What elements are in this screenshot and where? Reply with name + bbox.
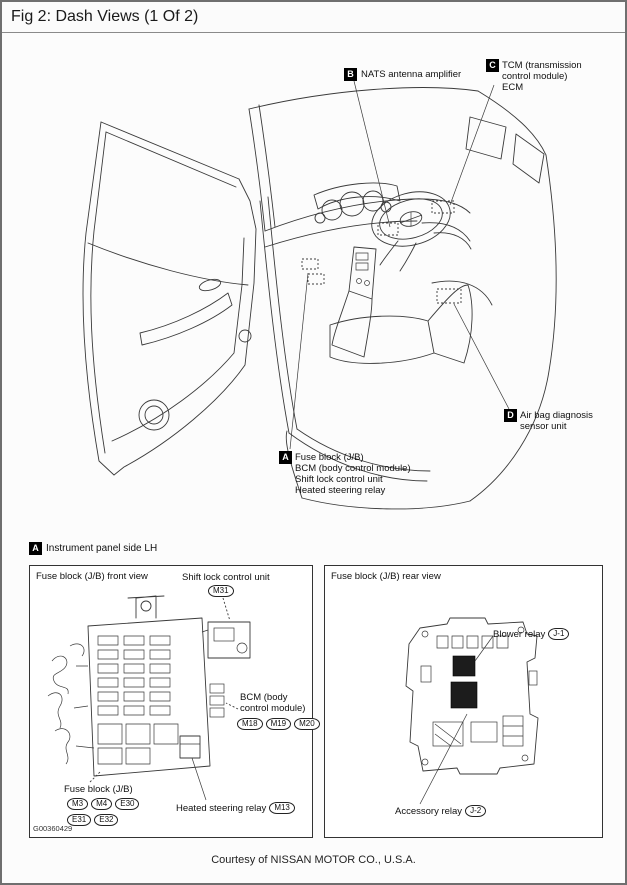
front-view-box <box>29 565 313 838</box>
code-oval: M4 <box>91 798 112 810</box>
callout-marker-c: C <box>486 59 499 72</box>
callout-label-a: Shift lock control unit <box>295 474 383 485</box>
code-oval: M18 <box>237 718 263 730</box>
callout-marker-a: A <box>279 451 292 464</box>
rear-view-title: Fuse block (J/B) rear view <box>331 571 441 582</box>
center-console <box>332 247 376 357</box>
courtesy-credit: Courtesy of NISSAN MOTOR CO., U.S.A. <box>211 854 416 866</box>
callout-marker-b: B <box>344 68 357 81</box>
code-oval: M19 <box>266 718 292 730</box>
bcm-label: control module) <box>240 703 306 714</box>
callout-label-a: Heated steering relay <box>295 485 386 496</box>
heated-steering-relay-shape <box>180 736 200 758</box>
leader-line-c <box>450 85 494 205</box>
fuse-block-codes-row2 <box>67 814 118 826</box>
code-oval: J-1 <box>548 628 569 640</box>
code-oval: J-2 <box>465 805 486 817</box>
shift-lock-code <box>208 585 234 597</box>
code-oval: M31 <box>208 585 234 597</box>
accessory-relay-label <box>395 805 486 817</box>
callout-label-a: BCM (body control module) <box>295 463 411 474</box>
figure-title-bar <box>2 2 625 33</box>
blower-relay-label <box>493 628 569 640</box>
open-door <box>83 122 256 475</box>
wire-harness <box>48 644 94 764</box>
callout-marker-d: D <box>504 409 517 422</box>
bcm-connectors-shape <box>210 684 224 717</box>
leader-line-d <box>454 304 509 409</box>
leader-shift-lock <box>223 598 230 621</box>
callout-label-d: Air bag diagnosis <box>520 410 593 421</box>
callout-label-c: control module) <box>502 71 568 82</box>
shift-lock-unit-shape <box>202 622 250 658</box>
heated-relay-label <box>176 802 295 814</box>
code-oval: E30 <box>115 798 139 810</box>
callout-label-d: sensor unit <box>520 421 567 432</box>
leader-line-a <box>290 273 308 449</box>
front-view-title: Fuse block (J/B) front view <box>36 571 148 582</box>
bcm-label: BCM (body <box>240 692 288 703</box>
callout-label-a: Fuse block (J/B) <box>295 452 364 463</box>
bcm-codes <box>237 718 320 730</box>
blower-relay-shape <box>453 656 475 676</box>
code-oval: M20 <box>294 718 320 730</box>
fuse-block-codes-row1 <box>67 798 139 810</box>
fuse-block-rear-drawing <box>325 566 602 837</box>
heated-relay-text: Heated steering relay <box>176 802 267 814</box>
bcm-location <box>308 274 324 284</box>
leader-bcm <box>226 703 238 709</box>
figure-title: Fig 2: Dash Views (1 Of 2) <box>11 8 199 25</box>
accessory-relay-shape <box>451 682 477 708</box>
leader-fuse-block <box>90 772 100 782</box>
callout-label-c: TCM (transmission <box>502 60 582 71</box>
fuse-block-label: Fuse block (J/B) <box>64 784 133 795</box>
leader-heated-relay <box>192 758 206 800</box>
code-oval: E31 <box>67 814 91 826</box>
rear-view-box <box>324 565 603 838</box>
shift-lock-label: Shift lock control unit <box>182 572 270 583</box>
leader-accessory-relay <box>420 714 467 804</box>
callout-label-b: NATS antenna amplifier <box>361 69 462 80</box>
fuse-block-body <box>88 596 210 776</box>
figure-code: G00360429 <box>33 824 73 833</box>
section-title: Instrument panel side LH <box>46 543 158 554</box>
code-oval: M13 <box>269 802 295 814</box>
airbag-sensor-location <box>437 289 461 303</box>
leader-line-b <box>354 81 390 227</box>
callout-label-c: ECM <box>502 82 524 93</box>
car-body <box>249 88 556 509</box>
instrument-cluster <box>314 183 400 223</box>
fuse-block-location <box>302 259 318 269</box>
section-marker-a: A <box>29 542 42 555</box>
seat <box>330 281 492 363</box>
accessory-relay-text: Accessory relay <box>395 805 463 817</box>
code-oval: E32 <box>94 814 118 826</box>
code-oval: M3 <box>67 798 88 810</box>
blower-relay-text: Blower relay <box>493 628 546 640</box>
